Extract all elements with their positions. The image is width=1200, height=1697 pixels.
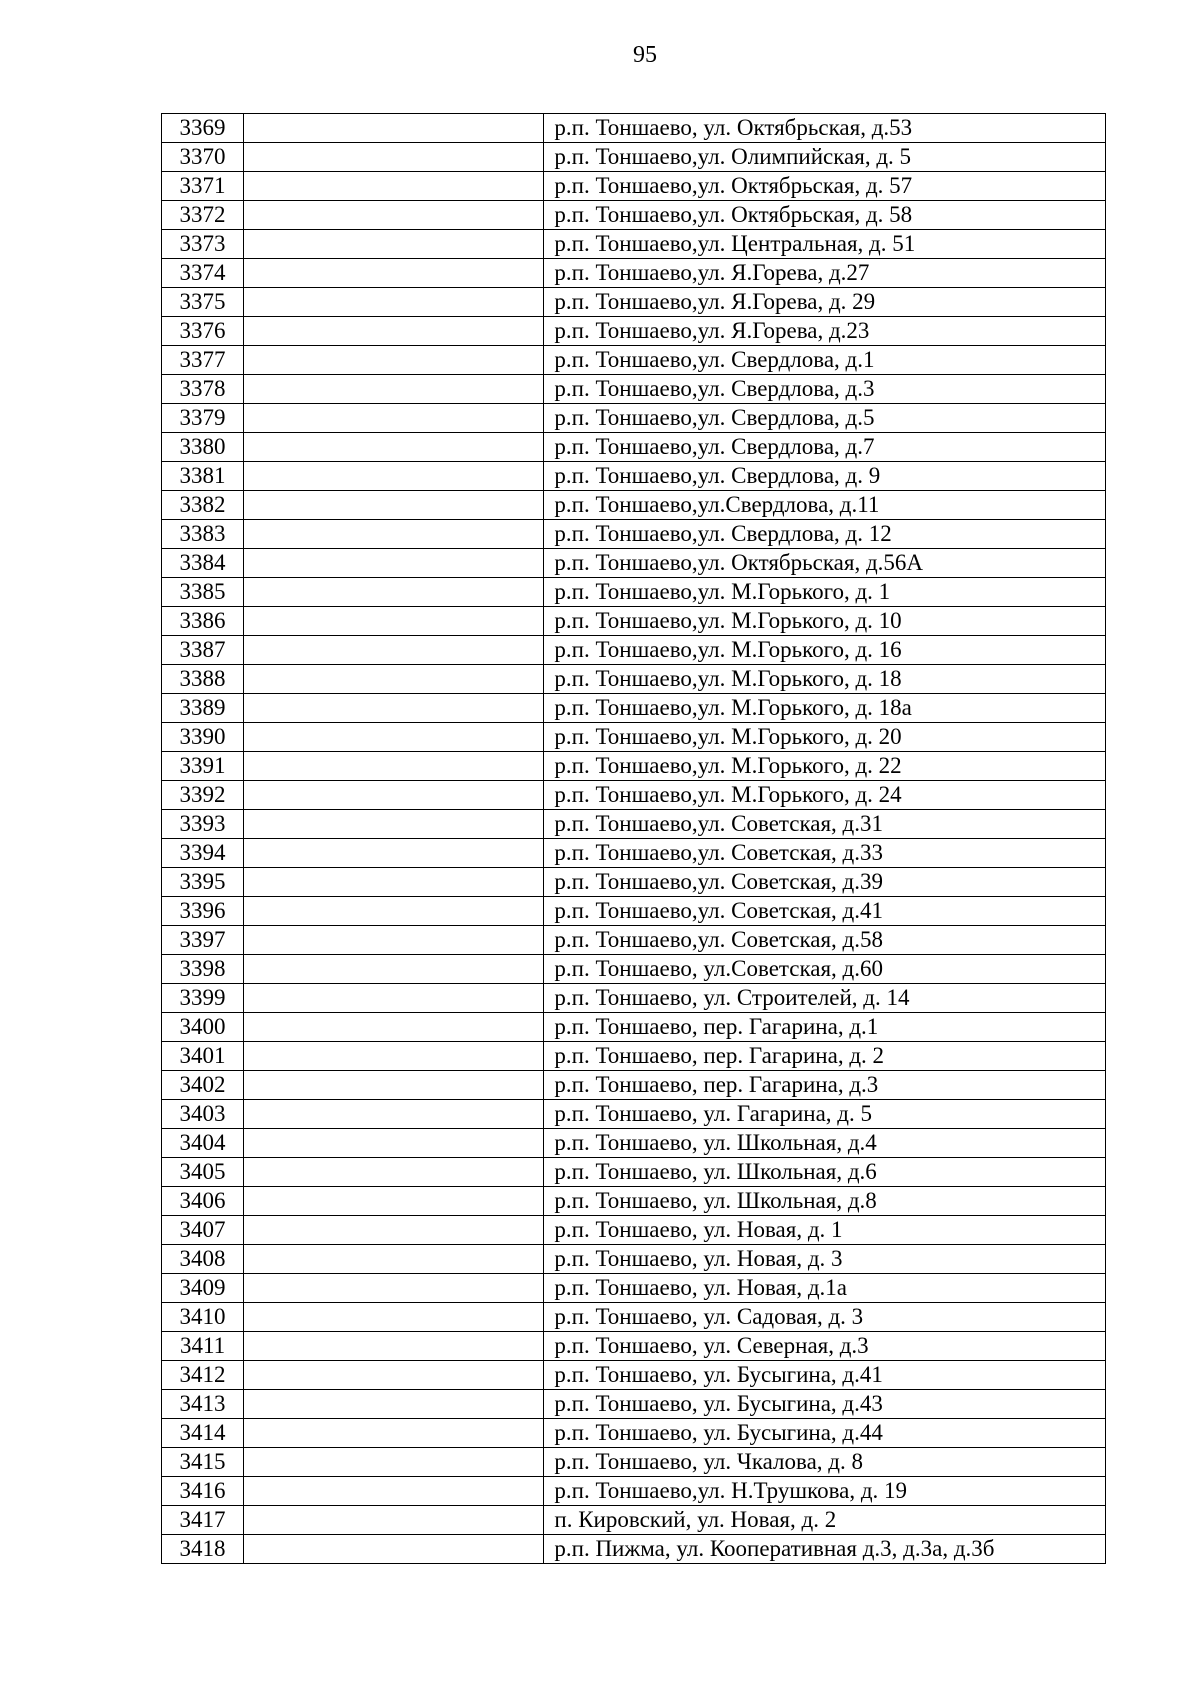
table-row (162, 694, 1106, 723)
row-number-cell: 3411 (162, 1332, 244, 1361)
name-cell (244, 230, 544, 259)
name-cell (244, 346, 544, 375)
name-cell (244, 1506, 544, 1535)
name-cell (244, 897, 544, 926)
table-row (162, 1071, 1106, 1100)
row-number-cell: 3371 (162, 172, 244, 201)
name-cell (244, 1129, 544, 1158)
row-number-cell: 3404 (162, 1129, 244, 1158)
name-cell (244, 375, 544, 404)
table-row (162, 926, 1106, 955)
address-cell: р.п. Тоншаево, ул. Школьная, д.4 (544, 1129, 1106, 1158)
table-row (162, 1216, 1106, 1245)
table-body (162, 114, 1106, 1564)
name-cell (244, 984, 544, 1013)
table-row (162, 1535, 1106, 1564)
name-cell (244, 520, 544, 549)
name-cell (244, 1477, 544, 1506)
table-row (162, 1361, 1106, 1390)
address-cell: р.п. Тоншаево, ул. Новая, д.1а (544, 1274, 1106, 1303)
table-row (162, 984, 1106, 1013)
address-cell: р.п. Тоншаево,ул. Свердлова, д. 12 (544, 520, 1106, 549)
table-row (162, 114, 1106, 143)
table-row (162, 346, 1106, 375)
row-number-cell: 3417 (162, 1506, 244, 1535)
table-row (162, 868, 1106, 897)
row-number-cell: 3398 (162, 955, 244, 984)
row-number-cell: 3408 (162, 1245, 244, 1274)
name-cell (244, 1419, 544, 1448)
name-cell (244, 114, 544, 143)
name-cell (244, 868, 544, 897)
name-cell (244, 1013, 544, 1042)
name-cell (244, 1390, 544, 1419)
row-number-cell: 3380 (162, 433, 244, 462)
row-number-cell: 3399 (162, 984, 244, 1013)
address-cell: р.п. Тоншаево,ул. Советская, д.41 (544, 897, 1106, 926)
table-row (162, 491, 1106, 520)
row-number-cell: 3384 (162, 549, 244, 578)
address-cell: р.п. Тоншаево, ул. Октябрьская, д.53 (544, 114, 1106, 143)
row-number-cell: 3414 (162, 1419, 244, 1448)
name-cell (244, 839, 544, 868)
name-cell (244, 1332, 544, 1361)
table-row (162, 172, 1106, 201)
row-number-cell: 3393 (162, 810, 244, 839)
table-row (162, 259, 1106, 288)
row-number-cell: 3406 (162, 1187, 244, 1216)
name-cell (244, 1245, 544, 1274)
address-cell: р.п. Тоншаево,ул. Советская, д.33 (544, 839, 1106, 868)
address-table (161, 113, 1106, 1564)
row-number-cell: 3372 (162, 201, 244, 230)
row-number-cell: 3385 (162, 578, 244, 607)
address-cell: р.п. Тоншаево,ул. Я.Горева, д. 29 (544, 288, 1106, 317)
name-cell (244, 1535, 544, 1564)
row-number-cell: 3376 (162, 317, 244, 346)
table-row (162, 1506, 1106, 1535)
address-cell: р.п. Тоншаево,ул. М.Горького, д. 18 (544, 665, 1106, 694)
row-number-cell: 3387 (162, 636, 244, 665)
address-cell: р.п. Тоншаево,ул. М.Горького, д. 1 (544, 578, 1106, 607)
row-number-cell: 3416 (162, 1477, 244, 1506)
name-cell (244, 636, 544, 665)
table-row (162, 1187, 1106, 1216)
name-cell (244, 1216, 544, 1245)
table-row (162, 1448, 1106, 1477)
name-cell (244, 462, 544, 491)
name-cell (244, 607, 544, 636)
address-cell: р.п. Тоншаево, ул. Чкалова, д. 8 (544, 1448, 1106, 1477)
name-cell (244, 578, 544, 607)
address-cell: р.п. Тоншаево,ул. Свердлова, д.3 (544, 375, 1106, 404)
address-cell: р.п. Тоншаево, ул. Бусыгина, д.43 (544, 1390, 1106, 1419)
row-number-cell: 3379 (162, 404, 244, 433)
table-row (162, 1419, 1106, 1448)
address-cell: р.п. Тоншаево,ул. Октябрьская, д. 57 (544, 172, 1106, 201)
address-cell: р.п. Тоншаево,ул. М.Горького, д. 22 (544, 752, 1106, 781)
address-cell: р.п. Тоншаево,ул. М.Горького, д. 24 (544, 781, 1106, 810)
table-row (162, 433, 1106, 462)
name-cell (244, 665, 544, 694)
row-number-cell: 3374 (162, 259, 244, 288)
name-cell (244, 317, 544, 346)
address-cell: р.п. Тоншаево,ул. Октябрьская, д.56А (544, 549, 1106, 578)
address-cell: п. Кировский, ул. Новая, д. 2 (544, 1506, 1106, 1535)
table-row (162, 1245, 1106, 1274)
table-row (162, 201, 1106, 230)
address-cell: р.п. Тоншаево,ул. М.Горького, д. 20 (544, 723, 1106, 752)
table-row (162, 810, 1106, 839)
name-cell (244, 694, 544, 723)
name-cell (244, 1448, 544, 1477)
table-row (162, 1100, 1106, 1129)
name-cell (244, 810, 544, 839)
row-number-cell: 3405 (162, 1158, 244, 1187)
name-cell (244, 1187, 544, 1216)
table-row (162, 1158, 1106, 1187)
name-cell (244, 433, 544, 462)
name-cell (244, 752, 544, 781)
table-row (162, 1042, 1106, 1071)
address-cell: р.п. Тоншаево, ул. Гагарина, д. 5 (544, 1100, 1106, 1129)
row-number-cell: 3389 (162, 694, 244, 723)
row-number-cell: 3392 (162, 781, 244, 810)
row-number-cell: 3409 (162, 1274, 244, 1303)
table-row (162, 578, 1106, 607)
table-row (162, 404, 1106, 433)
table-row (162, 143, 1106, 172)
name-cell (244, 955, 544, 984)
address-cell: р.п. Тоншаево,ул. Я.Горева, д.27 (544, 259, 1106, 288)
address-cell: р.п. Тоншаево,ул. Свердлова, д.5 (544, 404, 1106, 433)
row-number-cell: 3373 (162, 230, 244, 259)
address-cell: р.п. Тоншаево,ул. М.Горького, д. 18а (544, 694, 1106, 723)
table-row (162, 1274, 1106, 1303)
row-number-cell: 3390 (162, 723, 244, 752)
address-cell: р.п. Тоншаево, ул. Школьная, д.6 (544, 1158, 1106, 1187)
table-row (162, 317, 1106, 346)
address-cell: р.п. Тоншаево, ул. Школьная, д.8 (544, 1187, 1106, 1216)
address-cell: р.п. Тоншаево, ул.Советская, д.60 (544, 955, 1106, 984)
table-row (162, 607, 1106, 636)
table-row (162, 636, 1106, 665)
row-number-cell: 3413 (162, 1390, 244, 1419)
table-row (162, 1332, 1106, 1361)
address-cell: р.п. Пижма, ул. Кооперативная д.3, д.3а, д.3б (544, 1535, 1106, 1564)
table-row (162, 665, 1106, 694)
table-row (162, 288, 1106, 317)
table-row (162, 375, 1106, 404)
row-number-cell: 3395 (162, 868, 244, 897)
name-cell (244, 1303, 544, 1332)
row-number-cell: 3400 (162, 1013, 244, 1042)
name-cell (244, 1100, 544, 1129)
row-number-cell: 3382 (162, 491, 244, 520)
name-cell (244, 723, 544, 752)
address-cell: р.п. Тоншаево,ул. Я.Горева, д.23 (544, 317, 1106, 346)
name-cell (244, 1158, 544, 1187)
name-cell (244, 143, 544, 172)
row-number-cell: 3370 (162, 143, 244, 172)
page-number: 95 (633, 42, 657, 68)
address-cell: р.п. Тоншаево,ул. М.Горького, д. 10 (544, 607, 1106, 636)
row-number-cell: 3388 (162, 665, 244, 694)
row-number-cell: 3418 (162, 1535, 244, 1564)
table-row (162, 1303, 1106, 1332)
table-row (162, 1477, 1106, 1506)
row-number-cell: 3383 (162, 520, 244, 549)
name-cell (244, 491, 544, 520)
table-row (162, 955, 1106, 984)
table-row (162, 781, 1106, 810)
address-cell: р.п. Тоншаево, пер. Гагарина, д.3 (544, 1071, 1106, 1100)
address-cell: р.п. Тоншаево, ул. Садовая, д. 3 (544, 1303, 1106, 1332)
address-cell: р.п. Тоншаево,ул. М.Горького, д. 16 (544, 636, 1106, 665)
table-row (162, 549, 1106, 578)
address-cell: р.п. Тоншаево, пер. Гагарина, д.1 (544, 1013, 1106, 1042)
row-number-cell: 3403 (162, 1100, 244, 1129)
table-row (162, 839, 1106, 868)
address-cell: р.п. Тоншаево,ул.Свердлова, д.11 (544, 491, 1106, 520)
table-row (162, 1390, 1106, 1419)
table-row (162, 1013, 1106, 1042)
name-cell (244, 1274, 544, 1303)
row-number-cell: 3401 (162, 1042, 244, 1071)
address-cell: р.п. Тоншаево,ул. Советская, д.31 (544, 810, 1106, 839)
row-number-cell: 3407 (162, 1216, 244, 1245)
table-row (162, 1129, 1106, 1158)
row-number-cell: 3412 (162, 1361, 244, 1390)
name-cell (244, 549, 544, 578)
address-cell: р.п. Тоншаево,ул. Свердлова, д.1 (544, 346, 1106, 375)
table-row (162, 520, 1106, 549)
address-cell: р.п. Тоншаево,ул. Свердлова, д. 9 (544, 462, 1106, 491)
table-row (162, 462, 1106, 491)
address-cell: р.п. Тоншаево,ул. Свердлова, д.7 (544, 433, 1106, 462)
name-cell (244, 1042, 544, 1071)
address-cell: р.п. Тоншаево,ул. Центральная, д. 51 (544, 230, 1106, 259)
address-cell: р.п. Тоншаево, ул. Новая, д. 3 (544, 1245, 1106, 1274)
name-cell (244, 926, 544, 955)
name-cell (244, 404, 544, 433)
address-cell: р.п. Тоншаево,ул. Октябрьская, д. 58 (544, 201, 1106, 230)
row-number-cell: 3386 (162, 607, 244, 636)
row-number-cell: 3369 (162, 114, 244, 143)
name-cell (244, 259, 544, 288)
address-cell: р.п. Тоншаево, ул. Бусыгина, д.41 (544, 1361, 1106, 1390)
row-number-cell: 3375 (162, 288, 244, 317)
address-cell: р.п. Тоншаево,ул. Советская, д.58 (544, 926, 1106, 955)
address-cell: р.п. Тоншаево, ул. Бусыгина, д.44 (544, 1419, 1106, 1448)
row-number-cell: 3396 (162, 897, 244, 926)
row-number-cell: 3394 (162, 839, 244, 868)
table-row (162, 723, 1106, 752)
address-cell: р.п. Тоншаево,ул. Олимпийская, д. 5 (544, 143, 1106, 172)
row-number-cell: 3410 (162, 1303, 244, 1332)
address-cell: р.п. Тоншаево, ул. Северная, д.3 (544, 1332, 1106, 1361)
address-cell: р.п. Тоншаево, пер. Гагарина, д. 2 (544, 1042, 1106, 1071)
row-number-cell: 3377 (162, 346, 244, 375)
row-number-cell: 3397 (162, 926, 244, 955)
row-number-cell: 3381 (162, 462, 244, 491)
name-cell (244, 781, 544, 810)
name-cell (244, 1361, 544, 1390)
address-cell: р.п. Тоншаево,ул. Советская, д.39 (544, 868, 1106, 897)
name-cell (244, 201, 544, 230)
row-number-cell: 3415 (162, 1448, 244, 1477)
address-cell: р.п. Тоншаево,ул. Н.Трушкова, д. 19 (544, 1477, 1106, 1506)
table-row (162, 752, 1106, 781)
name-cell (244, 172, 544, 201)
name-cell (244, 288, 544, 317)
row-number-cell: 3402 (162, 1071, 244, 1100)
address-cell: р.п. Тоншаево, ул. Новая, д. 1 (544, 1216, 1106, 1245)
row-number-cell: 3391 (162, 752, 244, 781)
table-row (162, 230, 1106, 259)
table-row (162, 897, 1106, 926)
row-number-cell: 3378 (162, 375, 244, 404)
address-cell: р.п. Тоншаево, ул. Строителей, д. 14 (544, 984, 1106, 1013)
name-cell (244, 1071, 544, 1100)
